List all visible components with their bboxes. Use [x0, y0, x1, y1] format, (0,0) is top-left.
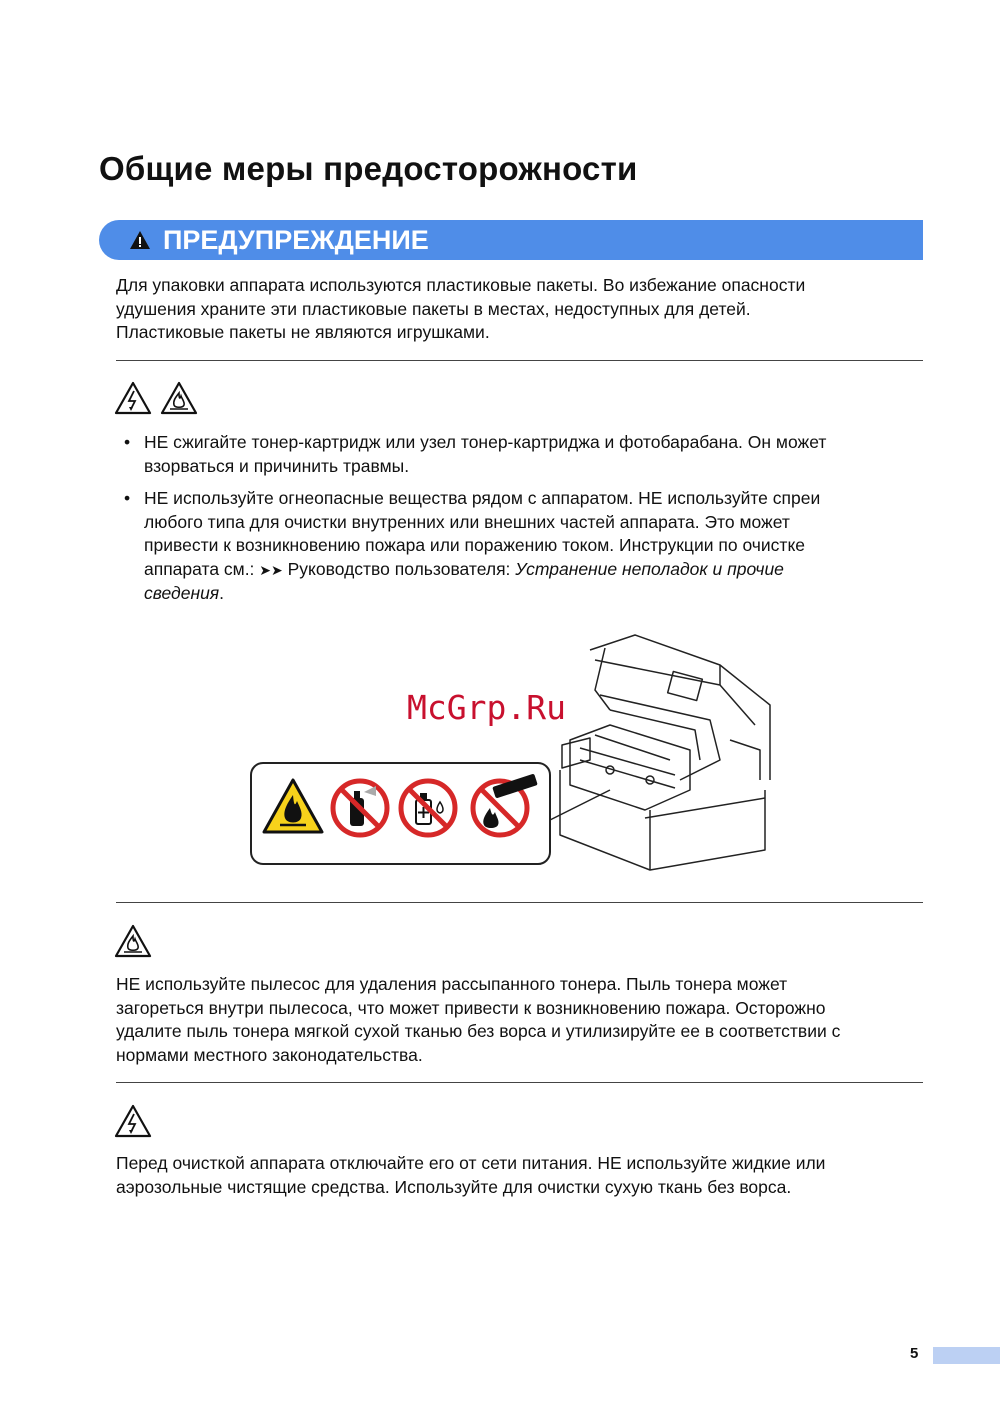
- text-line: НЕ используйте пылесос для удаления рассыпанного тонера. Пыль тонера может: [116, 974, 788, 994]
- section4-text: [116, 1152, 926, 1199]
- electric-shock-warning-icon: [114, 1104, 152, 1138]
- list-item: [124, 487, 914, 606]
- warning-banner-label: ПРЕДУПРЕЖДЕНИЕ: [163, 224, 429, 255]
- text-line-reference: [144, 558, 914, 583]
- text-line: взорваться и причинить травмы.: [144, 455, 410, 476]
- page-number-bar: [933, 1347, 1000, 1364]
- no-spray-icon: [333, 781, 387, 835]
- text-line: НЕ сжигайте тонер-картридж или узел тонер-картриджа и фотобарабана. Он может: [144, 432, 827, 452]
- text-line: привести к возникновению пожара или поражению током. Инструкции по очистке: [144, 535, 806, 555]
- section1-text: [116, 274, 926, 345]
- no-liquid-icon: [401, 781, 455, 835]
- divider: [116, 902, 923, 903]
- fire-warning-icon: [114, 924, 152, 958]
- text-line: удушения храните эти пластиковые пакеты в местах, недоступных для детей.: [116, 298, 751, 319]
- printer-illustration: [250, 630, 780, 875]
- page-title: Общие меры предосторожности: [99, 150, 638, 187]
- text-line: Перед очисткой аппарата отключайте его от сети питания. НЕ используйте жидкие или: [116, 1153, 826, 1173]
- text-line: нормами местного законодательства.: [116, 1044, 423, 1065]
- warning-triangle-icon: [129, 230, 151, 250]
- double-arrow-icon: ➤➤: [259, 561, 283, 578]
- text-line: аэрозольные чистящие средства. Используйте для очистки сухую ткань без ворса.: [116, 1176, 792, 1197]
- section3-text: [116, 973, 926, 1067]
- ref-prefix: аппарата см.:: [144, 558, 260, 579]
- page-number: 5: [910, 1345, 919, 1362]
- watermark: McGrp.Ru: [407, 688, 566, 727]
- ref-text: Руководство пользователя:: [282, 558, 516, 579]
- text-line: НЕ используйте огнеопасные вещества рядом с аппаратом. НЕ используйте спреи: [144, 488, 821, 508]
- ref-end: .: [219, 583, 225, 603]
- bullet-dot: •: [124, 488, 131, 508]
- text-line: Пластиковые пакеты не являются игрушками.: [116, 322, 490, 342]
- text-line: удалите пыль тонера мягкой сухой тканью без ворса и утилизируйте ее в соответствии с: [116, 1021, 841, 1041]
- divider: [116, 1082, 923, 1083]
- divider: [116, 360, 923, 361]
- text-line: Для упаковки аппарата используются пластиковые пакеты. Во избежание опасности: [116, 275, 806, 295]
- fire-warning-icon: [160, 381, 198, 415]
- electric-shock-warning-icon: [114, 381, 152, 415]
- ref-link-part2: сведения: [144, 583, 220, 603]
- text-line: загореться внутри пылесоса, что может привести к возникновению пожара. Осторожно: [116, 997, 826, 1018]
- list-item: [124, 431, 914, 478]
- text-line: любого типа для очистки внутренних или внешних частей аппарата. Это может: [144, 511, 790, 532]
- ref-link-part1: Устранение неполадок и прочие: [515, 558, 784, 579]
- bullet-dot: •: [124, 432, 131, 452]
- warning-banner: [99, 220, 923, 260]
- text-line: [144, 582, 914, 606]
